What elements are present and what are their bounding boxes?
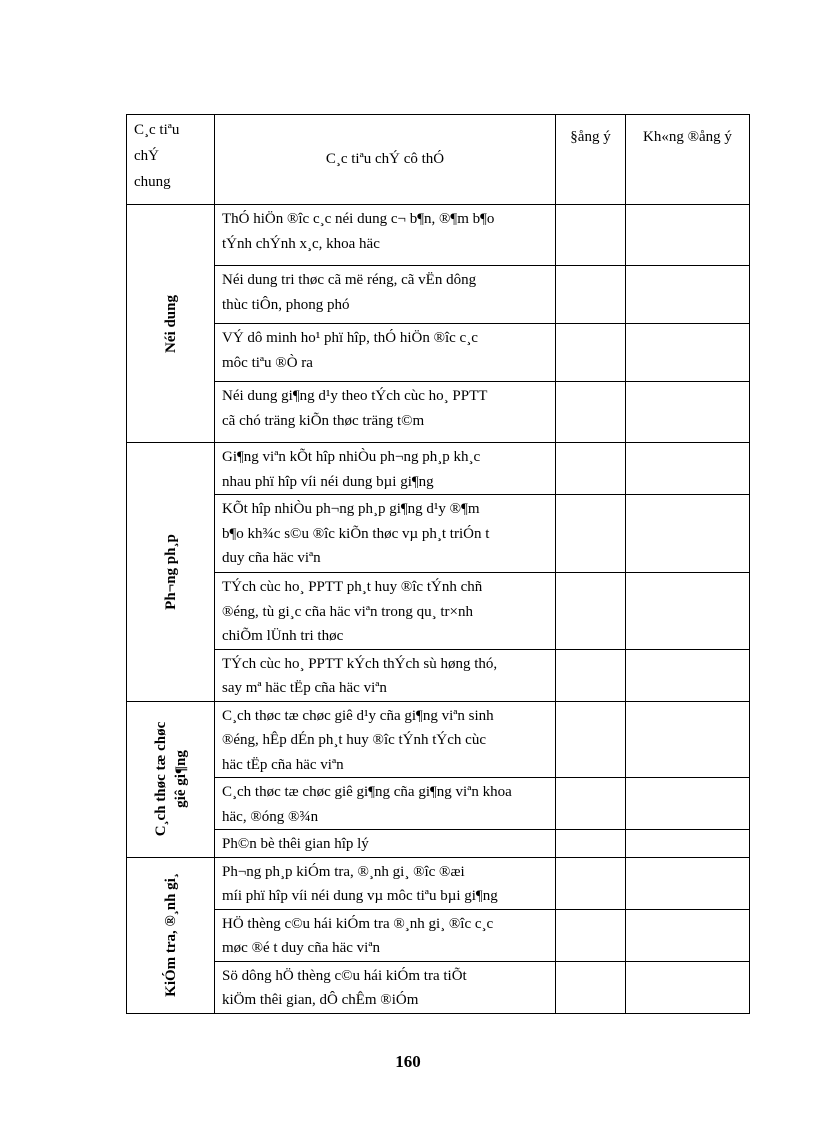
- criterion-line: môc tiªu ®Ò ra: [222, 354, 313, 371]
- group-label: [161, 534, 181, 610]
- agree-cell[interactable]: [556, 266, 626, 324]
- criterion-line: møc ®é t duy cña häc viªn: [222, 940, 380, 956]
- criterion-line: C¸ch thøc tæ chøc giê d¹y cña gi¶ng viªn sinh: [222, 707, 494, 724]
- disagree-cell[interactable]: [626, 495, 750, 573]
- disagree-cell[interactable]: [626, 701, 750, 778]
- criterion-cell: [215, 909, 556, 961]
- criterion-line: ®éng, hÊp dÉn ph¸t huy ®îc tÝnh tÝch cùc: [222, 732, 486, 748]
- agree-cell[interactable]: [556, 961, 626, 1013]
- criterion-line: ThÓ hiÖn ®îc c¸c néi dung c¬ b¶n, ®¶m b¶o: [222, 211, 495, 227]
- header-specific-criteria: C¸c tiªu chÝ cô thÓ: [215, 115, 556, 205]
- evaluation-table: [126, 114, 750, 1014]
- criterion-cell: [215, 701, 556, 778]
- criterion-cell: [215, 495, 556, 573]
- agree-cell[interactable]: [556, 205, 626, 266]
- criterion-line: Néi dung tri thøc cã më réng, cã vËn dông: [222, 272, 477, 288]
- agree-cell[interactable]: [556, 443, 626, 495]
- table-row: [127, 701, 750, 778]
- agree-cell[interactable]: [556, 778, 626, 830]
- criterion-line: b¶o kh¾c s©u ®îc kiÕn thøc vµ ph¸t triÓn t: [222, 525, 490, 542]
- agree-cell[interactable]: [556, 909, 626, 961]
- criterion-cell: [215, 266, 556, 324]
- table-row: [127, 857, 750, 909]
- table-row: [127, 324, 750, 382]
- disagree-cell[interactable]: [626, 909, 750, 961]
- group-label-line: Ph¬ng ph¸p: [162, 533, 179, 610]
- group-label-cell: [127, 205, 215, 443]
- criterion-cell: [215, 778, 556, 830]
- disagree-cell[interactable]: [626, 778, 750, 830]
- group-label-cell: [127, 443, 215, 702]
- table-row: [127, 778, 750, 830]
- criterion-cell: [215, 205, 556, 266]
- criterion-line: HÖ thèng c©u hái kiÓm tra ®¸nh gi¸ ®îc c¸c: [222, 915, 494, 932]
- criterion-line: tÝnh chÝnh x¸c, khoa häc: [222, 235, 380, 252]
- group-label-line: Néi dung: [162, 294, 179, 353]
- criterion-line: häc tËp cña häc viªn: [222, 756, 344, 773]
- disagree-cell[interactable]: [626, 382, 750, 443]
- agree-cell[interactable]: [556, 382, 626, 443]
- criterion-line: Sö dông hÖ thèng c©u hái kiÓm tra tiÕt: [222, 967, 467, 984]
- criterion-cell: [215, 830, 556, 858]
- disagree-cell[interactable]: [626, 961, 750, 1013]
- criterion-cell: [215, 382, 556, 443]
- criterion-line: Ph¬ng ph¸p kiÓm tra, ®¸nh gi¸ ®îc ®æi: [222, 863, 465, 880]
- table-row: [127, 382, 750, 443]
- header-general-criteria: [127, 115, 215, 205]
- criterion-cell: [215, 649, 556, 701]
- disagree-cell[interactable]: [626, 443, 750, 495]
- criterion-line: chiÕm lÜnh tri thøc: [222, 628, 344, 644]
- table-row: [127, 205, 750, 266]
- header-general-line: chÝ: [134, 148, 159, 164]
- table-row: [127, 961, 750, 1013]
- criterion-line: VÝ dô minh ho¹ phï hîp, thÓ hiÖn ®îc c¸c: [222, 330, 478, 346]
- group-label-cell: [127, 857, 215, 1013]
- criterion-line: míi phï hîp víi néi dung vµ môc tiªu bµi gi¶ng: [222, 888, 498, 904]
- table-row: [127, 573, 750, 650]
- disagree-cell[interactable]: [626, 830, 750, 858]
- criterion-line: nhau phï hîp víi néi dung bµi gi¶ng: [222, 473, 434, 490]
- group-label-line: KiÓm tra, ®¸nh gi¸: [162, 873, 179, 997]
- criterion-line: duy cña häc viªn: [222, 550, 321, 566]
- criterion-line: Néi dung gi¶ng d¹y theo tÝch cùc ho¸ PPTT: [222, 388, 488, 404]
- agree-cell[interactable]: [556, 857, 626, 909]
- criterion-line: TÝch cùc ho¸ PPTT ph¸t huy ®îc tÝnh chñ: [222, 579, 483, 595]
- table-header-row: [127, 115, 750, 205]
- page-number: 160: [395, 1052, 421, 1071]
- table-row: [127, 266, 750, 324]
- table-row: [127, 830, 750, 858]
- criterion-line: KÕt hîp nhiÒu ph¬ng ph¸p gi¶ng d¹y ®¶m: [222, 501, 480, 517]
- criterion-cell: [215, 961, 556, 1013]
- agree-cell[interactable]: [556, 830, 626, 858]
- criterion-cell: [215, 443, 556, 495]
- criterion-line: häc, ®óng ®¾n: [222, 808, 319, 825]
- table-row: [127, 443, 750, 495]
- criterion-line: Ph©n bè thêi gian hîp lý: [222, 836, 369, 852]
- header-disagree: Kh«ng ®ång ý: [626, 115, 750, 205]
- criterion-line: C¸ch thøc tæ chøc giê gi¶ng cña gi¶ng viªn khoa: [222, 784, 512, 800]
- group-label-line: C¸ch thøc tæ chøc: [152, 721, 169, 837]
- disagree-cell[interactable]: [626, 857, 750, 909]
- disagree-cell[interactable]: [626, 324, 750, 382]
- group-label-line: giê gi¶ng: [172, 750, 189, 808]
- criterion-line: ®éng, tù gi¸c cña häc viªn trong qu¸ tr×nh: [222, 603, 474, 620]
- agree-cell[interactable]: [556, 573, 626, 650]
- disagree-cell[interactable]: [626, 205, 750, 266]
- agree-cell[interactable]: [556, 701, 626, 778]
- header-general-line: chung: [134, 174, 171, 190]
- disagree-cell[interactable]: [626, 573, 750, 650]
- header-general-line: C¸c tiªu: [134, 122, 180, 138]
- criterion-line: say mª häc tËp cña häc viªn: [222, 680, 387, 696]
- criterion-line: kiÖm thêi gian, dÔ chÊm ®iÓm: [222, 992, 419, 1008]
- criterion-cell: [215, 857, 556, 909]
- criterion-line: cã chó träng kiÕn thøc träng t©m: [222, 412, 425, 429]
- table-body: [127, 205, 750, 1014]
- table-row: [127, 909, 750, 961]
- group-label: [161, 873, 181, 997]
- agree-cell[interactable]: [556, 495, 626, 573]
- agree-cell[interactable]: [556, 324, 626, 382]
- criterion-line: Gi¶ng viªn kÕt hîp nhiÒu ph¬ng ph¸p kh¸c: [222, 449, 481, 465]
- header-agree: §ång ý: [556, 115, 626, 205]
- table-row: [127, 649, 750, 701]
- criterion-cell: [215, 573, 556, 650]
- group-label: [151, 722, 191, 837]
- group-label-cell: [127, 701, 215, 857]
- agree-cell[interactable]: [556, 649, 626, 701]
- disagree-cell[interactable]: [626, 649, 750, 701]
- criterion-cell: [215, 324, 556, 382]
- criterion-line: thùc tiÔn, phong phó: [222, 296, 350, 313]
- criterion-line: TÝch cùc ho¸ PPTT kÝch thÝch sù høng thó,: [222, 655, 498, 672]
- table-row: [127, 495, 750, 573]
- group-label: [161, 295, 181, 353]
- disagree-cell[interactable]: [626, 266, 750, 324]
